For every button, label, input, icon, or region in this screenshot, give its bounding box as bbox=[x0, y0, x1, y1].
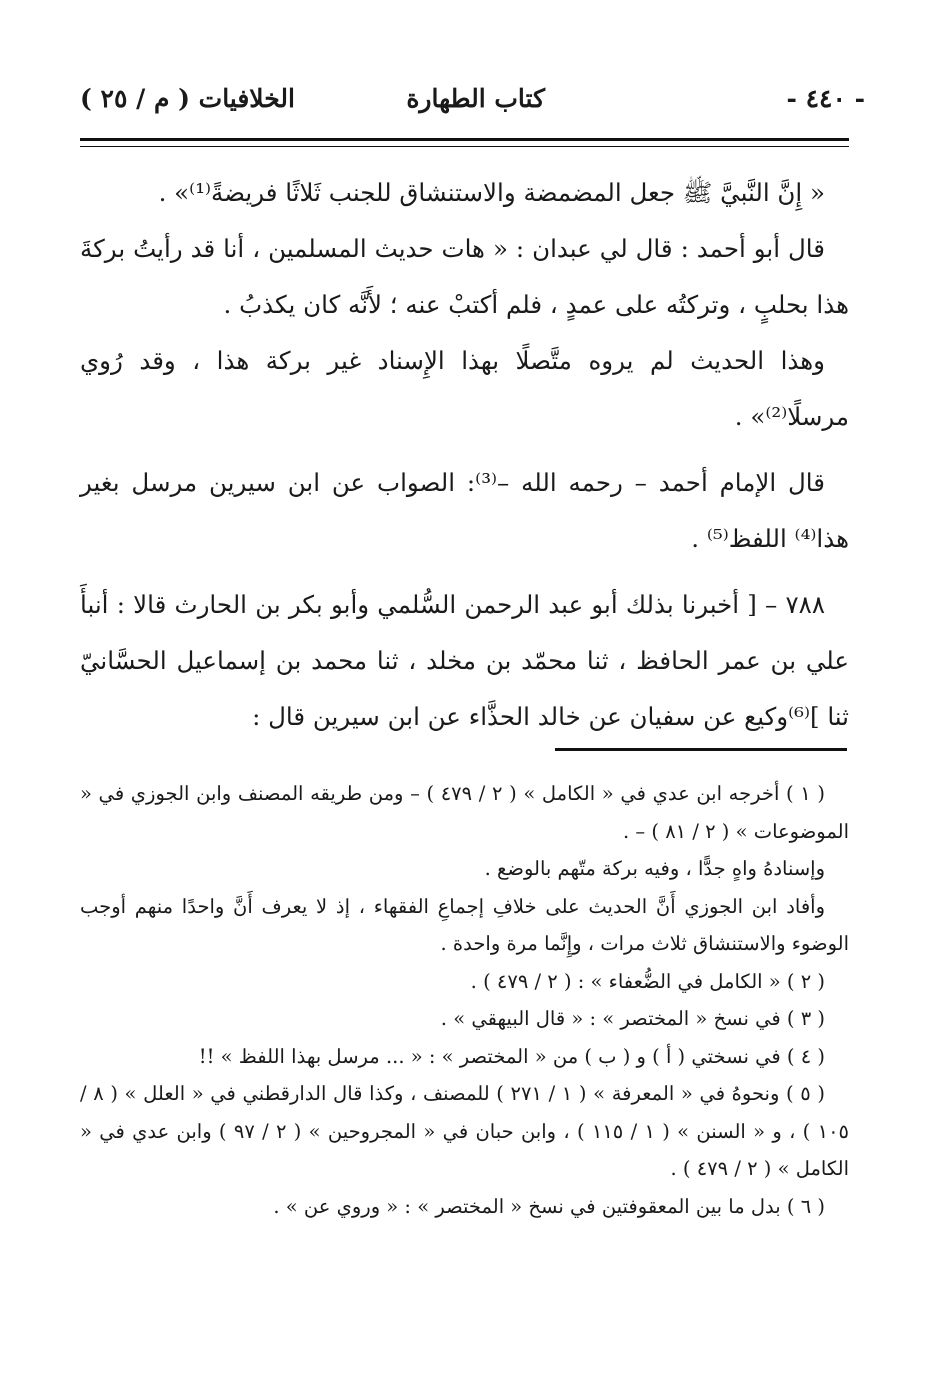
footnote: وأفاد ابن الجوزي أَنَّ الحديث على خلافِ إجماعِ الفقهاء ، إذ لا يعرف أَنَّ واحدًا منهم أوجب الوضوء والاستنشاق ثلاث مرات ، وإِنَّما مرة واحدة . bbox=[80, 894, 849, 955]
book-title: كتاب الطهارة bbox=[406, 84, 545, 113]
page-number: - ٤٤٠ - bbox=[786, 84, 865, 113]
footnote: ( ٦ ) بدل ما بين المعقوفتين في نسخ « المختصر » : « وروي عن » . bbox=[273, 1194, 825, 1218]
footnote: ( ٥ ) ونحوهُ في « المعرفة » ( ١ / ٢٧١ ) للمصنف ، وكذا قال الدارقطني في « العلل » ( ٨ / ١٠٥ ) ، و « السنن » ( ١ / ١١٥ ) ، وابن حبان في « المجروحين » ( ٢ / ٩٧ ) وابن عدي في « الكامل » ( ٢ / ٤٧٩ ) . bbox=[80, 1082, 850, 1180]
main-text bbox=[80, 165, 849, 745]
footnote: ( ٢ ) « الكامل في الضُّعفاء » : ( ٢ / ٤٧٩ ) . bbox=[470, 969, 825, 993]
footnote: ( ٣ ) في نسخ « المختصر » : « قال البيهقي » . bbox=[440, 1007, 825, 1030]
paragraph: قال أبو أحمد : قال لي عبدان : « هات حديث المسلمين ، أنا قد رأيتُ بركةَ هذا بحلبٍ ، وتركتُه على عمدٍ ، فلم أكتبْ عنه ؛ لأَنَّه كان يكذبُ . bbox=[80, 234, 849, 319]
footnote: ( ٤ ) في نسختي ( أ ) و ( ب ) من « المختصر » : « ... مرسل بهذا اللفظ » !! bbox=[198, 1044, 825, 1068]
paragraph: قال الإمام أحمد – رحمه الله –⁽³⁾: الصواب عن ابن سيرين مرسل بغير هذا⁽⁴⁾ اللفظ⁽⁵⁾ . bbox=[80, 468, 849, 553]
paragraph: وهذا الحديث لم يروه متَّصلًا بهذا الإِسناد غير بركة هذا ، وقد رُوي مرسلًا⁽²⁾» . bbox=[80, 346, 849, 431]
footnote: وإسنادهُ واهٍ جدًّا ، وفيه بركة متّهم بالوضع . bbox=[484, 857, 825, 880]
paragraph: « إِنَّ النَّبيَّ ﷺ جعل المضمضة والاستنشاق للجنب ثَلاثًا فريضةً⁽¹⁾» . bbox=[158, 178, 825, 207]
running-header bbox=[80, 84, 865, 124]
paragraph: ٧٨٨ – [ أخبرنا بذلك أبو عبد الرحمن السُّلمي وأبو بكر بن الحارث قالا : أنبأَ علي بن عمر الحافظ ، ثنا محمّد بن مخلد ، ثنا محمد بن إسماعيل الحسَّانيّ ثنا ]⁽⁶⁾وكيع عن سفيان عن خالد الحذَّاء عن ابن سيرين قال : bbox=[80, 590, 849, 731]
chapter-title: الخلافيات ( م / ٢٥ ) bbox=[80, 84, 295, 113]
footnote: ( ١ ) أخرجه ابن عدي في « الكامل » ( ٢ / ٤٧٩ ) – ومن طريقه المصنف وابن الجوزي في « الموضوعات » ( ٢ / ٨١ ) – . bbox=[80, 782, 849, 843]
header-rule-thick bbox=[80, 138, 849, 141]
footnote-separator bbox=[555, 748, 847, 751]
footnotes bbox=[80, 775, 849, 1225]
header-rule-thin bbox=[80, 146, 849, 147]
